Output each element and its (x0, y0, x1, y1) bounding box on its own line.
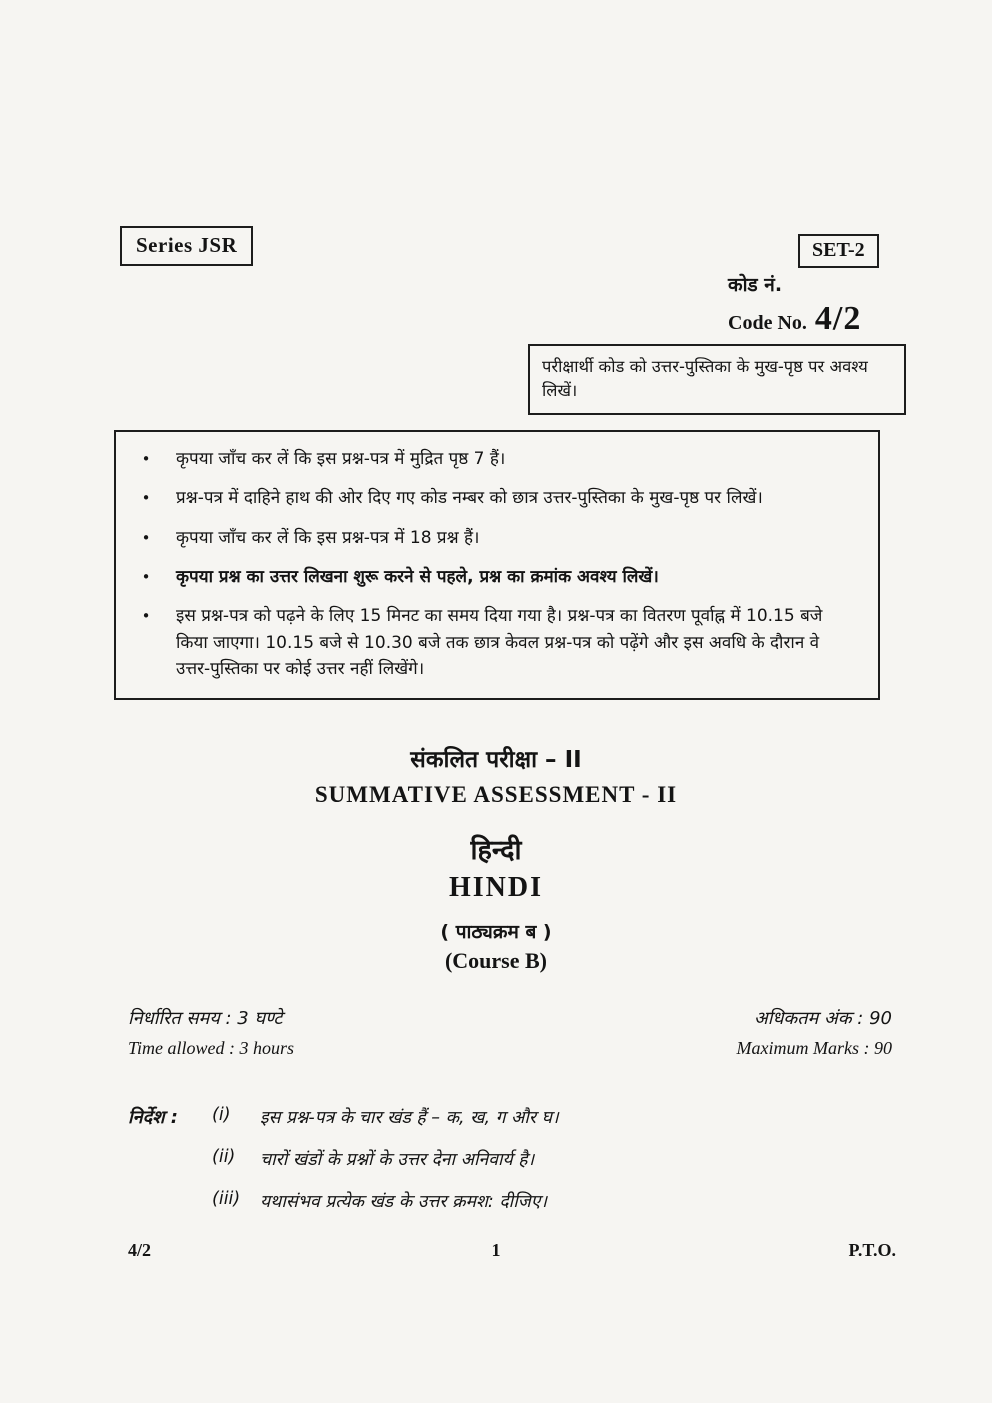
instruction-item (116, 525, 868, 551)
exam-title-hindi: संकलित परीक्षा – II (410, 747, 582, 773)
series-box (120, 226, 253, 266)
instruction-item (116, 564, 868, 590)
bullet-icon: • (141, 568, 151, 587)
bullet-icon: • (141, 450, 151, 468)
direction-text: इस प्रश्न-पत्र के चार खंड हैं – क, ख, ग और घ। (260, 1108, 559, 1128)
direction-number: (iii) (212, 1189, 241, 1209)
code-label-english-row (728, 298, 861, 341)
directions-section (128, 1105, 888, 1231)
instruction-item (116, 603, 868, 682)
instruction-text: कृपया जाँच कर लें कि इस प्रश्न-पत्र में मुद्रित पृष्ठ 7 हैं। (176, 449, 506, 469)
direction-item (128, 1147, 888, 1171)
candidate-note-box (528, 344, 906, 415)
page-number: 1 (491, 1240, 501, 1260)
code-number-block (728, 274, 861, 340)
subject-title-hindi: हिन्दी (470, 835, 522, 866)
instruction-item (116, 446, 868, 472)
maximum-marks-hindi: अधिकतम अंक : 90 (753, 1008, 892, 1029)
bullet-icon: • (141, 607, 151, 626)
instruction-text: इस प्रश्न-पत्र को पढ़ने के लिए 15 मिनट का समय दिया गया है। प्रश्न-पत्र का वितरण पूर्वाह्न में 10.15 बजे किया जाएगा। 10.15 बजे से 10.30 बजे तक छात्र केवल प्रश्न-पत्र को पढ़ेंगे और इस अवधि के दौरान वे उत्तर-पुस्तिका पर कोई उत्तर नहीं लिखेंगे। (176, 606, 823, 680)
bullet-icon: • (141, 528, 151, 547)
set-badge (798, 234, 879, 268)
course-label-english: (Course B) (444, 948, 548, 973)
candidate-note-text: परीक्षार्थी कोड को उत्तर-पुस्तिका के मुख-पृष्ठ पर अवश्य लिखें। (542, 357, 868, 400)
code-number-value: 4/2 (814, 299, 862, 337)
time-allowed-english: Time allowed : 3 hours (128, 1037, 295, 1058)
instruction-text: कृपया जाँच कर लें कि इस प्रश्न-पत्र में 18 प्रश्न हैं। (176, 527, 480, 548)
general-instructions-box (114, 430, 880, 700)
set-label: SET-2 (812, 239, 865, 261)
instruction-item (116, 485, 868, 511)
directions-label: निर्देश : (128, 1107, 178, 1128)
subject-title-english: HINDI (448, 872, 543, 903)
direction-number: (ii) (212, 1147, 236, 1167)
instruction-text: कृपया प्रश्न का उत्तर लिखना शुरू करने से पहले, प्रश्न का क्रमांक अवश्य लिखें। (176, 567, 659, 588)
code-label-english: Code No. (728, 311, 807, 334)
direction-text: यथासंभव प्रत्येक खंड के उत्तर क्रमश: दीजिए। (260, 1192, 548, 1212)
course-label-hindi: ( पाठ्यक्रम ब ) (440, 921, 552, 943)
series-label: Series JSR (136, 233, 238, 257)
exam-title-english: SUMMATIVE ASSESSMENT - II (314, 782, 678, 807)
pto-label: P.T.O. (848, 1240, 896, 1260)
bullet-icon: • (141, 489, 151, 508)
time-allowed-block (128, 1005, 294, 1063)
instruction-text: प्रश्न-पत्र में दाहिने हाथ की ओर दिए गए कोड नम्बर को छात्र उत्तर-पुस्तिका के मुख-पृष्ठ पर लिखें। (176, 488, 763, 509)
time-allowed-hindi: निर्धारित समय : 3 घण्टे (128, 1008, 283, 1029)
direction-item (128, 1105, 888, 1129)
direction-item (128, 1189, 888, 1213)
maximum-marks-english: Maximum Marks : 90 (736, 1037, 892, 1058)
code-label-hindi: कोड नं. (728, 274, 783, 296)
maximum-marks-block (737, 1005, 892, 1063)
footer-code: 4/2 (128, 1240, 152, 1260)
direction-number: (i) (212, 1105, 231, 1125)
direction-text: चारों खंडों के प्रश्नों के उत्तर देना अनिवार्य है। (260, 1150, 535, 1170)
